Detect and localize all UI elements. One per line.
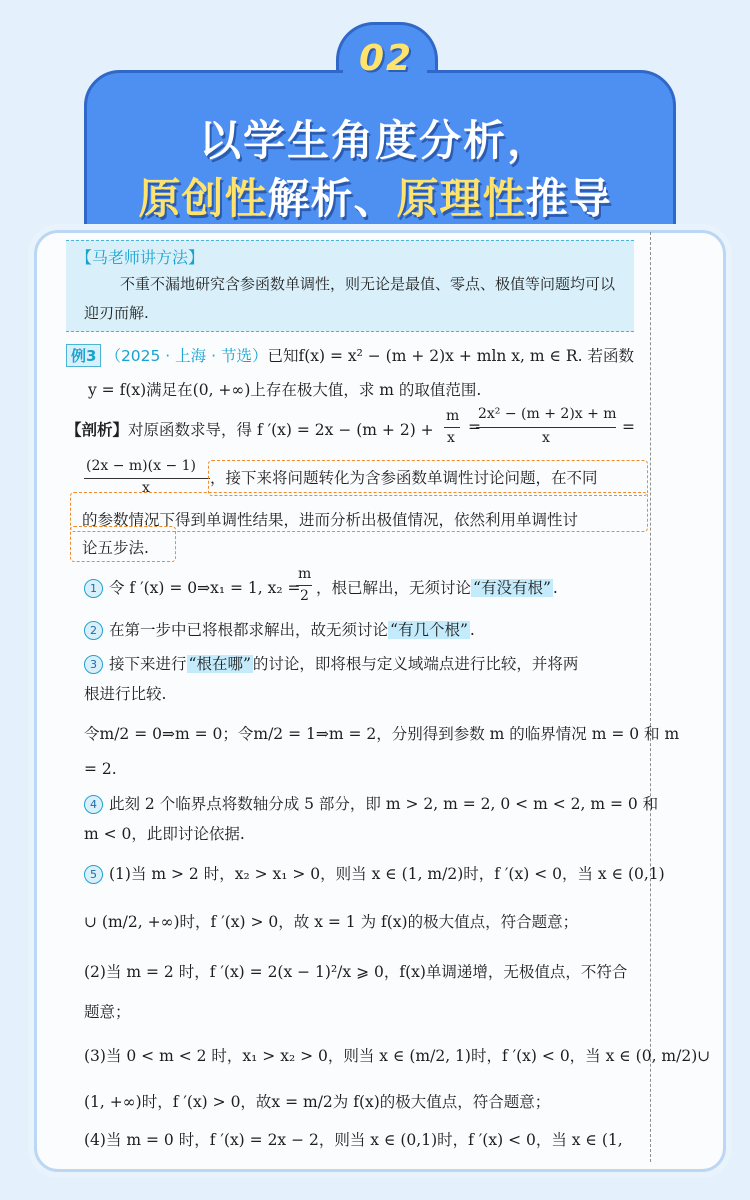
section-number: 02 — [358, 38, 414, 79]
method-tip-body: 不重不漏地研究含参函数单调性，则无论是最值、零点、极值等问题均可以迎刃而解. — [84, 275, 616, 322]
example-line-1 — [66, 344, 634, 367]
step-1-text-c: . — [552, 579, 558, 597]
step-1-frac-bar — [296, 585, 312, 586]
frac1-numerator: m — [446, 408, 460, 424]
analysis-line-1 — [66, 418, 434, 440]
frac2-bar — [476, 427, 616, 428]
title-highlight-1: 原创性 — [138, 174, 268, 223]
analysis-label: 【剖析】 — [66, 420, 129, 439]
frac2-denominator: x — [542, 430, 550, 446]
step-1-highlight: “有没有根” — [473, 579, 551, 597]
example-text-1: 已知f(x) = x² − (m + 2)x + mln x, m ∈ R. 若函数 — [267, 347, 634, 365]
step-5-line-5: (3)当 0 < m < 2 时，x₁ > x₂ > 0，则当 x ∈ (m/2, 1)时，f ′(x) < 0，当 x ∈ (0, m/2)∪ — [84, 1047, 711, 1065]
step-1-tail — [316, 576, 558, 598]
title-text-1: 解析、 — [267, 174, 397, 223]
step-4-badge: 4 — [84, 795, 103, 814]
step-2-badge: 2 — [84, 621, 103, 640]
step-5-line-3: (2)当 m = 2 时，f ′(x) = 2(x − 1)²/x ⩾ 0，f(x)单调递增，无极值点，不符合 — [84, 963, 628, 981]
frac1-bar — [444, 427, 460, 428]
example-badge: 例3 — [66, 344, 101, 367]
step-5-line-6: (1, +∞)时，f ′(x) > 0，故x = m/2为 f(x)的极大值点，符合题意； — [84, 1093, 551, 1111]
analysis-text-1: 对原函数求导，得 f ′(x) = 2x − (m + 2) + — [128, 421, 434, 439]
step-3-line-2: 根进行比较. — [84, 685, 167, 703]
title-text-2: 推导 — [525, 174, 612, 223]
example-source: （2025 · 上海 · 节选） — [105, 347, 268, 365]
step-3-line — [84, 652, 578, 674]
analysis-equals-2: = — [622, 418, 635, 436]
step-2-text-a: 在第一步中已将根都求解出，故无须讨论 — [109, 621, 389, 639]
step-4-text-a: 此刻 2 个临界点将数轴分成 5 部分，即 m > 2, m = 2, 0 < m < 2, m = 0 和 — [109, 795, 659, 813]
frac3-denominator: x — [142, 480, 150, 496]
step-3-text-a: 接下来进行 — [109, 655, 187, 673]
step-1-text-b: ，根已解出，无须讨论 — [316, 579, 472, 597]
example-line-2: y = f(x)满足在(0, +∞)上存在极大值，求 m 的取值范围. — [88, 381, 482, 399]
frac2-numerator: 2x² − (m + 2)x + m — [478, 406, 617, 422]
frac3-numerator: (2x − m)(x − 1) — [86, 458, 196, 474]
step-5-text-a: (1)当 m > 2 时，x₂ > x₁ > 0，则当 x ∈ (1, m/2)时，f ′(x) < 0，当 x ∈ (0,1) — [109, 865, 665, 883]
step-1-badge: 1 — [84, 579, 103, 598]
step-5-line — [84, 862, 665, 884]
annotation-dashed-box-bottom — [70, 526, 176, 562]
step-4-line-2: m < 0，此即讨论依据. — [84, 825, 245, 843]
step-3-line-4: = 2. — [84, 760, 117, 778]
step-1-text-a: 令 f ′(x) = 0⇒x₁ = 1, x₂ = — [109, 579, 301, 597]
analysis-equals-1: = — [468, 418, 481, 436]
step-2-text-b: . — [469, 621, 475, 639]
step-1-frac-denominator: 2 — [300, 588, 309, 604]
annotation-dashed-box-top — [208, 460, 648, 496]
analysis-line-4: 论五步法. — [82, 539, 149, 557]
step-2-highlight: “有几个根” — [390, 621, 468, 639]
step-3-line-3: 令m/2 = 0⇒m = 0；令m/2 = 1⇒m = 2，分别得到参数 m 的临界情况 m = 0 和 m — [84, 725, 680, 743]
method-tip-heading: 【马老师讲方法】 — [76, 248, 205, 267]
margin-dashed-line — [650, 232, 651, 1162]
step-1-line — [84, 576, 301, 598]
step-2-line — [84, 618, 475, 640]
title-line-2 — [0, 166, 750, 226]
step-5-line-4: 题意； — [84, 1003, 131, 1021]
step-5-badge: 5 — [84, 865, 103, 884]
step-5-line-7: (4)当 m = 0 时，f ′(x) = 2x − 2，则当 x ∈ (0,1)时，f ′(x) < 0，当 x ∈ (1, — [84, 1131, 623, 1149]
title-highlight-2: 原理性 — [396, 174, 526, 223]
step-1-frac-numerator: m — [298, 566, 312, 582]
analysis-line-2: ，接下来将问题转化为含参函数单调性讨论问题，在不同 — [210, 469, 598, 487]
frac1-denominator: x — [447, 430, 455, 446]
step-3-text-b: 的讨论，即将根与定义域端点进行比较，并将两 — [252, 655, 579, 673]
frac3-bar — [84, 478, 210, 479]
step-3-highlight: “根在哪” — [188, 655, 251, 673]
step-5-line-2: ∪ (m/2, +∞)时，f ′(x) > 0，故 x = 1 为 f(x)的极大值点，符合题意； — [84, 913, 579, 931]
analysis-line-3: 的参数情况下得到单调性结果，进而分析出极值情况，依然利用单调性讨 — [82, 511, 579, 529]
step-4-line — [84, 792, 658, 814]
title-line-1: 以学生角度分析， — [198, 116, 551, 165]
step-3-badge: 3 — [84, 655, 103, 674]
